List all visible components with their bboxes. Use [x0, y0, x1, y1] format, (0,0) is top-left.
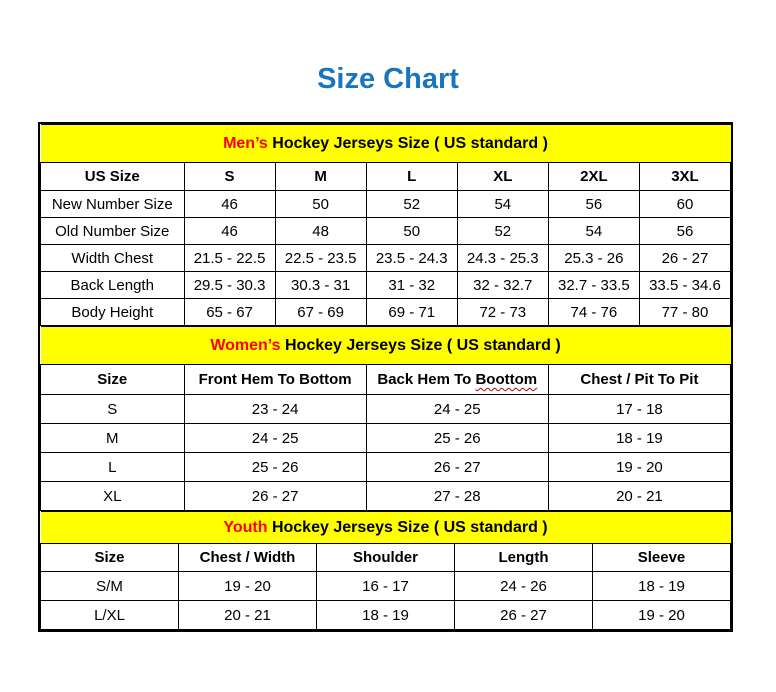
col-header: L [366, 163, 457, 191]
cell: 16 - 17 [317, 572, 455, 601]
cell: 19 - 20 [548, 453, 730, 482]
cell: 26 - 27 [639, 245, 730, 272]
col-header: S [184, 163, 275, 191]
cell: 50 [275, 191, 366, 218]
row-header: Back Length [41, 272, 185, 299]
cell: 19 - 20 [593, 601, 731, 630]
cell: 23 - 24 [184, 395, 366, 424]
row-header: M [41, 424, 185, 453]
mens-section-title-highlight: Men’s [223, 134, 268, 152]
table-row [41, 245, 731, 272]
youth-section-title-rest: Hockey Jerseys Size ( US standard ) [267, 518, 548, 536]
youth-section-title-highlight: Youth [223, 518, 268, 536]
mens-section-band [41, 125, 731, 163]
womens-size-table [40, 326, 731, 511]
cell: 25 - 26 [184, 453, 366, 482]
cell: 18 - 19 [593, 572, 731, 601]
table-row [41, 299, 731, 326]
cell: 24 - 26 [455, 572, 593, 601]
cell: 72 - 73 [457, 299, 548, 326]
youth-section-title [41, 512, 731, 544]
col-header: M [275, 163, 366, 191]
cell: 33.5 - 34.6 [639, 272, 730, 299]
cell: 30.3 - 31 [275, 272, 366, 299]
cell: 56 [639, 218, 730, 245]
cell: 77 - 80 [639, 299, 730, 326]
cell: 31 - 32 [366, 272, 457, 299]
cell: 21.5 - 22.5 [184, 245, 275, 272]
cell: 17 - 18 [548, 395, 730, 424]
cell: 65 - 67 [184, 299, 275, 326]
row-header: Old Number Size [41, 218, 185, 245]
row-header: L [41, 453, 185, 482]
cell: 25 - 26 [366, 424, 548, 453]
womens-section-title-highlight: Women’s [210, 336, 281, 354]
cell: 46 [184, 191, 275, 218]
size-chart-table-group [38, 122, 733, 632]
misspelled-word: Boottom [475, 371, 538, 388]
cell: 32.7 - 33.5 [548, 272, 639, 299]
cell: 54 [457, 191, 548, 218]
col-header: Length [455, 544, 593, 572]
mens-header-row [41, 163, 731, 191]
cell: 52 [366, 191, 457, 218]
cell: 26 - 27 [455, 601, 593, 630]
cell: 20 - 21 [548, 482, 730, 511]
col-header-text: Back Hem To [377, 371, 476, 388]
table-row [41, 395, 731, 424]
womens-section-band [41, 327, 731, 365]
cell: 48 [275, 218, 366, 245]
table-row [41, 272, 731, 299]
table-row [41, 572, 731, 601]
cell: 32 - 32.7 [457, 272, 548, 299]
row-header: Width Chest [41, 245, 185, 272]
cell: 18 - 19 [317, 601, 455, 630]
col-header: 2XL [548, 163, 639, 191]
row-header: S [41, 395, 185, 424]
youth-size-table [40, 511, 731, 630]
col-header: Shoulder [317, 544, 455, 572]
cell: 54 [548, 218, 639, 245]
cell: 25.3 - 26 [548, 245, 639, 272]
cell: 20 - 21 [179, 601, 317, 630]
womens-header-row [41, 365, 731, 395]
col-header: Front Hem To Bottom [184, 365, 366, 395]
col-header: XL [457, 163, 548, 191]
cell: 60 [639, 191, 730, 218]
table-row [41, 218, 731, 245]
cell: 67 - 69 [275, 299, 366, 326]
row-header: S/M [41, 572, 179, 601]
cell: 29.5 - 30.3 [184, 272, 275, 299]
cell: 50 [366, 218, 457, 245]
mens-section-title-rest: Hockey Jerseys Size ( US standard ) [267, 134, 548, 152]
table-row [41, 453, 731, 482]
col-header: 3XL [639, 163, 730, 191]
cell: 52 [457, 218, 548, 245]
table-row [41, 601, 731, 630]
table-row [41, 191, 731, 218]
cell: 26 - 27 [184, 482, 366, 511]
row-header: L/XL [41, 601, 179, 630]
table-row [41, 482, 731, 511]
womens-section-title-rest: Hockey Jerseys Size ( US standard ) [280, 336, 561, 354]
row-header: XL [41, 482, 185, 511]
col-header: Size [41, 365, 185, 395]
cell: 24 - 25 [184, 424, 366, 453]
table-row [41, 424, 731, 453]
row-header: New Number Size [41, 191, 185, 218]
col-header: US Size [41, 163, 185, 191]
col-header: Chest / Width [179, 544, 317, 572]
cell: 23.5 - 24.3 [366, 245, 457, 272]
cell: 69 - 71 [366, 299, 457, 326]
cell: 46 [184, 218, 275, 245]
cell: 18 - 19 [548, 424, 730, 453]
youth-header-row [41, 544, 731, 572]
col-header: Chest / Pit To Pit [548, 365, 730, 395]
cell: 26 - 27 [366, 453, 548, 482]
cell: 24 - 25 [366, 395, 548, 424]
row-header: Body Height [41, 299, 185, 326]
col-header [366, 365, 548, 395]
cell: 27 - 28 [366, 482, 548, 511]
cell: 24.3 - 25.3 [457, 245, 548, 272]
cell: 19 - 20 [179, 572, 317, 601]
mens-section-title [41, 125, 731, 163]
col-header: Size [41, 544, 179, 572]
womens-section-title [41, 327, 731, 365]
col-header: Sleeve [593, 544, 731, 572]
page-title: Size Chart [317, 63, 459, 95]
cell: 56 [548, 191, 639, 218]
mens-size-table [40, 124, 731, 326]
youth-section-band [41, 512, 731, 544]
cell: 74 - 76 [548, 299, 639, 326]
cell: 22.5 - 23.5 [275, 245, 366, 272]
